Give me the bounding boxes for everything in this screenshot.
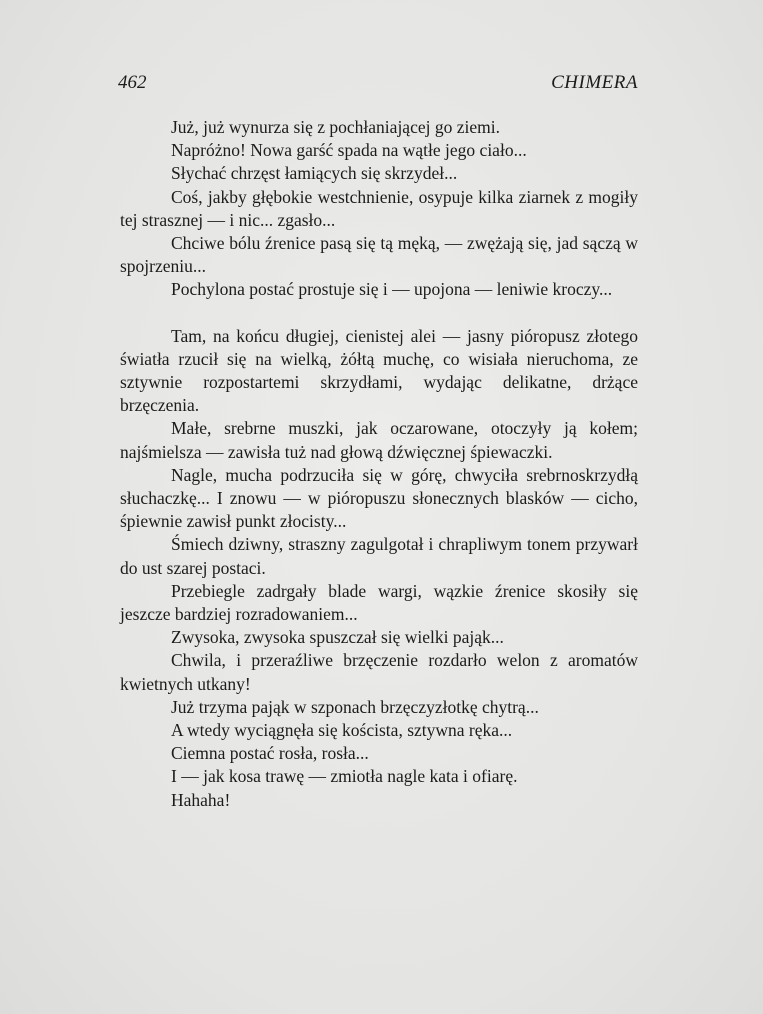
paragraph: Chwila, i przeraźliwe brzęczenie rozdarło welon z aromatów kwietnych utkany! [120,650,638,694]
paragraph: A wtedy wyciągnęła się koścista, sztywna ręka... [171,720,513,741]
paragraph: Małe, srebrne muszki, jak oczarowane, otoczyły ją kołem; najśmielsza — zawisła tuż nad głową dźwięcznej śpiewaczki. [120,418,638,462]
paragraph: Już trzyma pająk w szponach brzęczyzłotkę chytrą... [171,696,539,717]
paragraph: I — jak kosa trawę — zmiotła nagle kata i ofiarę. [171,766,518,787]
paragraph: Słychać chrzęst łamiących się skrzydeł... [171,163,458,184]
paragraph: Nagle, mucha podrzuciła się w górę, chwyciła srebrnoskrzydłą słuchaczkę... I znowu — w pióropuszu słonecznych blasków — cicho, śpiewnie zawisł punkt złocisty... [120,464,638,532]
body-text [120,116,638,812]
paragraph: Pochylona postać prostuje się i — upojona — leniwie kroczy... [171,279,613,300]
page-number: 462 [118,72,147,93]
paragraph: Ciemna postać rosła, rosła... [171,743,369,764]
paragraph: Chciwe bólu źrenice pasą się tą męką, — zwężają się, jad sączą w spojrzeniu... [120,233,638,277]
paragraph: Hahaha! [171,789,231,810]
paragraph: Już, już wynurza się z pochłaniającej go ziemi. [171,117,500,137]
paragraph: Śmiech dziwny, straszny zagulgotał i chrapliwym tonem przywarł do ust szarej postaci. [120,534,638,578]
paragraph: Zwysoka, zwysoka spuszczał się wielki pająk... [171,627,504,648]
running-title: CHIMERA [551,72,638,93]
paragraph: Tam, na końcu długiej, cienistej alei — jasny pióropusz złotego światła rzucił się na wielką, żółtą muchę, co wisiała nieruchoma, ze sztywnie rozpostartemi skrzydłami, wydając delikatne, drżące brzęczenia. [120,325,638,416]
paragraph: Napróżno! Nowa garść spada na wątłe jego ciało... [171,140,527,161]
page-header [118,72,638,98]
paragraph: Coś, jakby głębokie westchnienie, osypuje kilka ziarnek z mogiły tej strasznej — i nic... zgasło... [120,186,638,230]
paragraph: Przebiegle zadrgały blade wargi, wązkie źrenice skosiły się jeszcze bardziej rozradowaniem... [120,580,638,625]
